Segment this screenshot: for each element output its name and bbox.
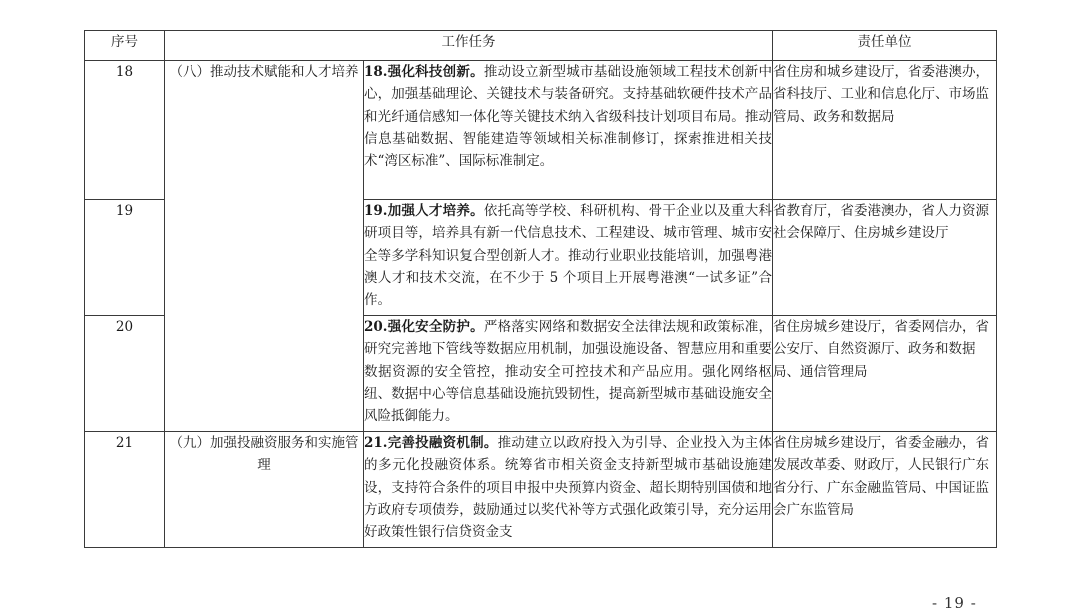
unit-cell: 省教育厅，省委港澳办，省人力资源社会保障厅、住房城乡建设厅 [773, 200, 997, 316]
table-row [85, 432, 997, 548]
row-number: 19 [85, 200, 165, 316]
row-number: 21 [85, 432, 165, 548]
task-lead: 21.完善投融资机制。 [364, 435, 498, 451]
unit-cell: 省住房和城乡建设厅，省委港澳办，省科技厅、工业和信息化厅、市场监管局、政务和数据局 [773, 61, 997, 200]
unit-cell: 省住房城乡建设厅，省委金融办，省发展改革委、财政厅，人民银行广东省分行、广东金融监管局、中国证监会广东监管局 [773, 432, 997, 548]
task-text: 严格落实网络和数据安全法律法规和政策标准，研究完善地下管线等数据应用机制，加强设施设备、智慧应用和重要数据资源的安全管控，推动安全可控技术和产品应用。强化网络枢纽、数据中心等信息基础设施抗毁韧性，提高新型城市基础设施安全风险抵御能力。 [364, 319, 772, 425]
task-lead: 19.加强人才培养。 [364, 203, 484, 219]
table-row [85, 61, 997, 200]
task-table [84, 30, 997, 548]
row-number: 18 [85, 61, 165, 200]
task-lead: 18.强化科技创新。 [364, 64, 484, 80]
header-unit: 责任单位 [773, 31, 997, 61]
task-text: 推动建立以政府投入为引导、企业投入为主体的多元化投融资体系。统筹省市相关资金支持新型城市基础设施建设，支持符合条件的项目申报中央预算内资金、超长期特别国债和地方政府专项债券，鼓励通过以奖代补等方式强化政策引导，充分运用好政策性银行信贷资金支 [364, 435, 772, 541]
page-number: - 19 - [932, 594, 977, 612]
task-cell [364, 200, 773, 316]
header-task: 工作任务 [165, 31, 773, 61]
task-lead: 20.强化安全防护。 [364, 319, 484, 335]
header-row [85, 31, 997, 61]
header-seq: 序号 [85, 31, 165, 61]
row-number: 20 [85, 316, 165, 432]
group-label: （八）推动技术赋能和人才培养 [165, 61, 364, 432]
task-text: 推动设立新型城市基础设施领域工程技术创新中心，加强基础理论、关键技术与装备研究。支持基础软硬件技术产品和光纤通信感知一体化等关键技术纳入省级科技计划项目布局。推动信息基础数据、智能建造等领域相关标准制修订，探索推进相关技术“湾区标准”、国际标准制定。 [364, 64, 772, 170]
task-text: 依托高等学校、科研机构、骨干企业以及重大科研项目等，培养具有新一代信息技术、工程建设、城市管理、城市安全等多学科知识复合型创新人才。推动行业职业技能培训，加强粤港澳人才和技术交流，在不少于 5 个项目上开展粤港澳“一试多证”合作。 [364, 203, 772, 309]
task-cell [364, 432, 773, 548]
task-cell [364, 61, 773, 200]
unit-cell: 省住房城乡建设厅，省委网信办，省公安厅、自然资源厅、政务和数据局、通信管理局 [773, 316, 997, 432]
task-cell [364, 316, 773, 432]
group-label: （九）加强投融资服务和实施管理 [165, 432, 364, 548]
